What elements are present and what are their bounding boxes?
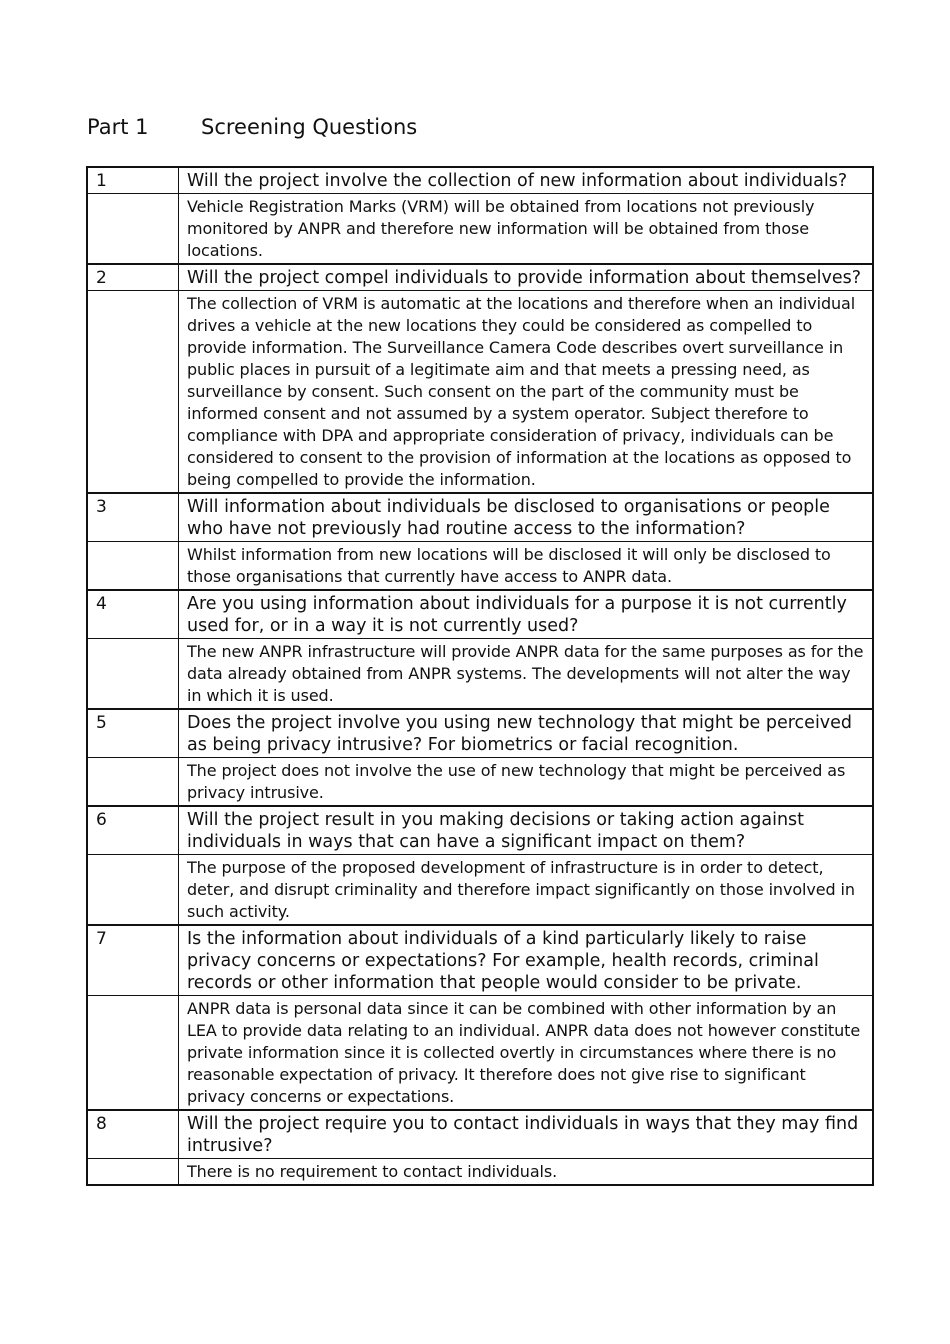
- empty-number-cell: [87, 1159, 179, 1186]
- answer-row: [87, 855, 873, 926]
- question-number: 7: [87, 925, 179, 996]
- question-row: [87, 167, 873, 194]
- answer-text: There is no requirement to contact individuals.: [179, 1159, 874, 1186]
- section-title: Screening Questions: [201, 115, 418, 139]
- screening-questions-table: [86, 166, 874, 1186]
- question-row: [87, 590, 873, 639]
- empty-number-cell: [87, 855, 179, 926]
- answer-row: [87, 758, 873, 807]
- question-row: [87, 1110, 873, 1159]
- answer-text: Whilst information from new locations will be disclosed it will only be disclosed to those organisations that currently have access to ANPR data.: [179, 542, 874, 591]
- question-row: [87, 806, 873, 855]
- question-number: 3: [87, 493, 179, 542]
- empty-number-cell: [87, 291, 179, 494]
- answer-text: The purpose of the proposed development of infrastructure is in order to detect, deter, and disrupt criminality and therefore impact significantly on those involved in such activity.: [179, 855, 874, 926]
- answer-row: [87, 194, 873, 265]
- question-number: 6: [87, 806, 179, 855]
- section-heading: [87, 114, 417, 140]
- question-row: [87, 264, 873, 291]
- question-number: 5: [87, 709, 179, 758]
- empty-number-cell: [87, 542, 179, 591]
- question-number: 4: [87, 590, 179, 639]
- question-row: [87, 709, 873, 758]
- question-text: Will the project require you to contact individuals in ways that they may find intrusive?: [179, 1110, 874, 1159]
- answer-row: [87, 639, 873, 710]
- part-number: Part 1: [87, 115, 149, 139]
- question-text: Are you using information about individuals for a purpose it is not currently used for, or in a way it is not currently used?: [179, 590, 874, 639]
- empty-number-cell: [87, 758, 179, 807]
- answer-row: [87, 542, 873, 591]
- answer-row: [87, 996, 873, 1111]
- answer-text: The project does not involve the use of new technology that might be perceived as privacy intrusive.: [179, 758, 874, 807]
- question-text: Is the information about individuals of a kind particularly likely to raise privacy concerns or expectations? For example, health records, criminal records or other information that people would consider to be private.: [179, 925, 874, 996]
- empty-number-cell: [87, 996, 179, 1111]
- question-text: Will the project compel individuals to provide information about themselves?: [179, 264, 874, 291]
- question-text: Will the project result in you making decisions or taking action against individuals in ways that can have a significant impact on them?: [179, 806, 874, 855]
- question-row: [87, 925, 873, 996]
- question-number: 1: [87, 167, 179, 194]
- answer-text: Vehicle Registration Marks (VRM) will be obtained from locations not previously monitored by ANPR and therefore new information will be obtained from those locations.: [179, 194, 874, 265]
- answer-text: The collection of VRM is automatic at the locations and therefore when an individual drives a vehicle at the new locations they could be considered as compelled to provide information. The Surveillance Camera Code describes overt surveillance in public places in pursuit of a legitimate aim and that meets a pressing need, as surveillance by consent. Such consent on the part of the community must be informed consent and not assumed by a system operator. Subject therefore to compliance with DPA and appropriate consideration of privacy, individuals can be considered to consent to the provision of information at the locations as opposed to being compelled to provide the information.: [179, 291, 874, 494]
- answer-text: The new ANPR infrastructure will provide ANPR data for the same purposes as for the data already obtained from ANPR systems. The developments will not alter the way in which it is used.: [179, 639, 874, 710]
- question-number: 2: [87, 264, 179, 291]
- answer-row: [87, 1159, 873, 1186]
- question-number: 8: [87, 1110, 179, 1159]
- empty-number-cell: [87, 194, 179, 265]
- empty-number-cell: [87, 639, 179, 710]
- question-text: Does the project involve you using new technology that might be perceived as being privacy intrusive? For biometrics or facial recognition.: [179, 709, 874, 758]
- question-text: Will the project involve the collection of new information about individuals?: [179, 167, 874, 194]
- question-row: [87, 493, 873, 542]
- question-text: Will information about individuals be disclosed to organisations or people who have not previously had routine access to the information?: [179, 493, 874, 542]
- answer-row: [87, 291, 873, 494]
- answer-text: ANPR data is personal data since it can be combined with other information by an LEA to provide data relating to an individual. ANPR data does not however constitute private information since it is collected overtly in circumstances where there is no reasonable expectation of privacy. It therefore does not give rise to significant privacy concerns or expectations.: [179, 996, 874, 1111]
